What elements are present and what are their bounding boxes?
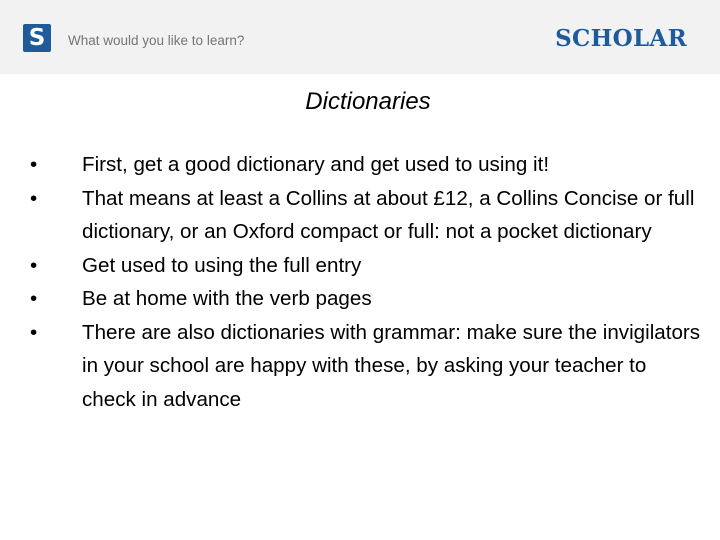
bullet-item: [30, 282, 702, 316]
bullet-text: Be at home with the verb pages: [82, 287, 372, 310]
search-input[interactable]: [68, 33, 328, 48]
bullet-marker: •: [30, 287, 38, 310]
bullet-item: [30, 249, 702, 283]
bullet-marker: •: [30, 186, 38, 210]
bullet-text: That means at least a Collins at about £12, a Collins Concise or full dictionary, or an Oxford compact or full: not a pocket dictionary: [82, 186, 695, 243]
bullet-marker: •: [30, 253, 38, 277]
bullet-marker: •: [30, 320, 38, 344]
bullet-item: [30, 182, 702, 249]
slide-title: Dictionaries: [305, 88, 431, 115]
bullet-item: [30, 316, 702, 417]
scholar-logo-icon[interactable]: S: [23, 24, 51, 52]
bullet-text: Get used to using the full entry: [82, 253, 362, 277]
bullet-marker: •: [30, 153, 38, 176]
bullet-item: [30, 148, 702, 182]
brand-wordmark[interactable]: SCHOLAR: [555, 25, 687, 52]
top-bar: [0, 0, 720, 74]
bullet-text: There are also dictionaries with grammar: make sure the invigilators in your school are happy with these, by asking your teacher to check in advance: [82, 320, 701, 411]
bullet-list: [30, 148, 702, 416]
bullet-text: First, get a good dictionary and get used to using it!: [82, 153, 550, 176]
